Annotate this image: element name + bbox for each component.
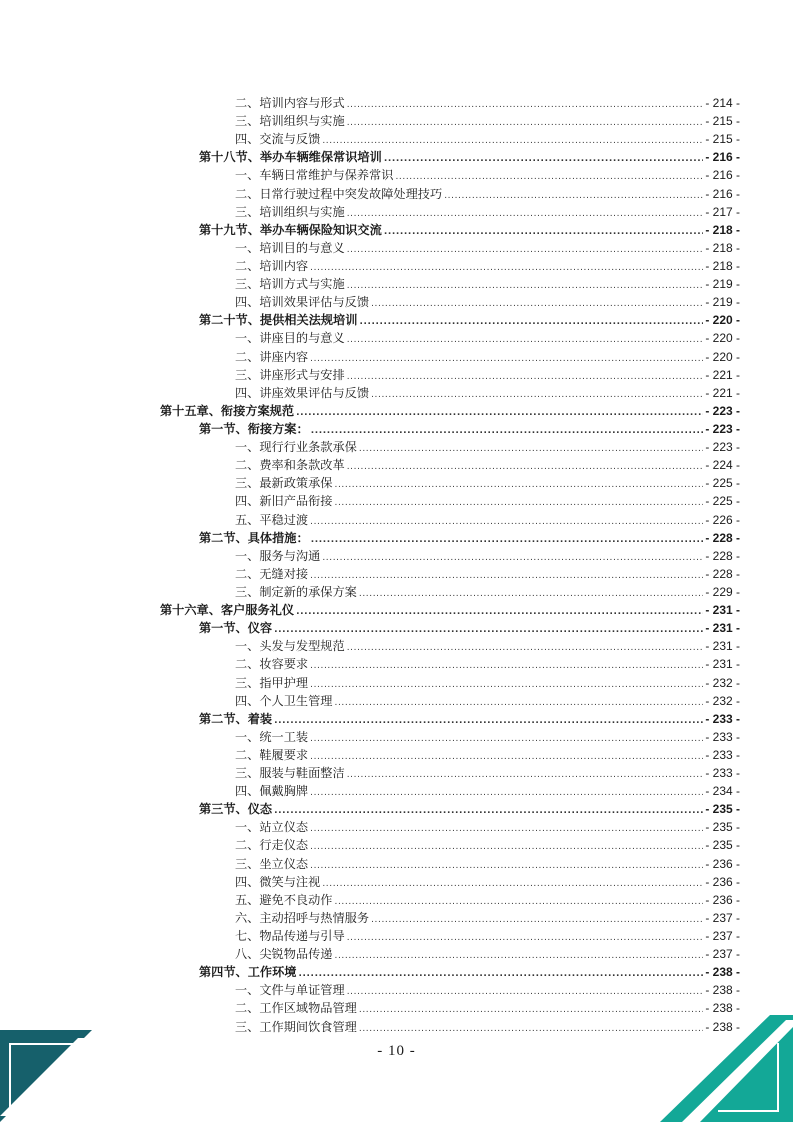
toc-entry-page: - 237 - xyxy=(705,910,740,925)
toc-entry-title: 二、鞋履要求 xyxy=(235,747,309,762)
toc-entry-title: 第三节、仪态 xyxy=(199,802,273,817)
toc-entry-page: - 237 - xyxy=(705,947,740,962)
toc-entry[interactable] xyxy=(160,945,740,963)
toc-dot-leader xyxy=(335,694,704,712)
toc-entry[interactable] xyxy=(160,275,740,293)
toc-dot-leader xyxy=(299,965,704,983)
toc-dot-leader xyxy=(335,893,704,911)
toc-entry-title: 二、行走仪态 xyxy=(235,838,309,853)
toc-entry-page: - 232 - xyxy=(705,675,740,690)
toc-entry-title: 二、讲座内容 xyxy=(235,349,309,364)
toc-dot-leader xyxy=(347,205,704,223)
toc-entry-title: 三、培训方式与实施 xyxy=(235,277,345,292)
toc-entry-title: 第二十节、提供相关法规培训 xyxy=(199,313,358,328)
toc-dot-leader xyxy=(359,1001,703,1019)
toc-dot-leader xyxy=(347,368,704,386)
toc-entry-page: - 234 - xyxy=(705,784,740,799)
toc-dot-leader xyxy=(310,513,703,531)
toc-entry[interactable] xyxy=(160,855,740,873)
table-of-contents xyxy=(160,94,740,1036)
toc-entry-page: - 238 - xyxy=(705,1001,740,1016)
toc-entry-title: 一、培训目的与意义 xyxy=(235,240,345,255)
toc-entry-page: - 229 - xyxy=(705,584,740,599)
toc-entry[interactable] xyxy=(160,148,740,166)
toc-entry-title: 第十六章、客户服务礼仪 xyxy=(160,603,295,618)
toc-entry[interactable] xyxy=(160,329,740,347)
toc-entry-title: 三、最新政策承保 xyxy=(235,476,333,491)
toc-entry-title: 三、坐立仪态 xyxy=(235,856,309,871)
toc-entry-title: 第二节、着装 xyxy=(199,711,273,726)
toc-entry-title: 六、主动招呼与热情服务 xyxy=(235,910,370,925)
toc-entry-page: - 224 - xyxy=(705,458,740,473)
toc-entry[interactable] xyxy=(160,438,740,456)
toc-entry-page: - 215 - xyxy=(705,114,740,129)
toc-entry-title: 三、制定新的承保方案 xyxy=(235,584,357,599)
toc-entry[interactable] xyxy=(160,239,740,257)
toc-entry-title: 三、工作期间饮食管理 xyxy=(235,1019,357,1034)
toc-entry-page: - 217 - xyxy=(705,204,740,219)
toc-entry[interactable] xyxy=(160,529,740,547)
toc-dot-leader xyxy=(347,331,704,349)
toc-entry-title: 二、培训内容 xyxy=(235,258,309,273)
toc-entry-page: - 223 - xyxy=(705,421,740,436)
toc-entry-title: 第一节、衔接方案： xyxy=(199,421,309,436)
toc-dot-leader xyxy=(296,404,703,422)
toc-entry[interactable] xyxy=(160,891,740,909)
toc-entry-title: 第二节、具体措施： xyxy=(199,530,309,545)
toc-entry-page: - 221 - xyxy=(705,385,740,400)
toc-entry-title: 四、佩戴胸牌 xyxy=(235,784,309,799)
toc-dot-leader xyxy=(322,549,703,567)
toc-entry[interactable] xyxy=(160,927,740,945)
toc-dot-leader xyxy=(310,567,703,585)
toc-entry-page: - 236 - xyxy=(705,856,740,871)
toc-entry-page: - 233 - xyxy=(705,711,740,726)
toc-entry-page: - 220 - xyxy=(705,331,740,346)
toc-dot-leader xyxy=(371,295,703,313)
toc-entry[interactable] xyxy=(160,999,740,1017)
toc-dot-leader xyxy=(310,748,703,766)
toc-dot-leader xyxy=(310,259,703,277)
toc-entry-page: - 238 - xyxy=(705,1019,740,1034)
toc-entry[interactable] xyxy=(160,981,740,999)
toc-dot-leader xyxy=(322,875,703,893)
toc-entry-title: 三、培训组织与实施 xyxy=(235,204,345,219)
toc-entry-title: 四、交流与反馈 xyxy=(235,132,321,147)
toc-entry[interactable] xyxy=(160,257,740,275)
toc-entry[interactable] xyxy=(160,547,740,565)
toc-entry[interactable] xyxy=(160,836,740,854)
toc-entry-title: 一、站立仪态 xyxy=(235,820,309,835)
toc-entry-page: - 235 - xyxy=(705,820,740,835)
toc-entry-title: 一、车辆日常维护与保养常识 xyxy=(235,168,394,183)
toc-entry-page: - 236 - xyxy=(705,874,740,889)
toc-entry-page: - 233 - xyxy=(705,729,740,744)
toc-entry[interactable] xyxy=(160,402,740,420)
toc-dot-leader xyxy=(311,422,704,440)
toc-dot-leader xyxy=(310,676,703,694)
toc-entry-title: 四、培训效果评估与反馈 xyxy=(235,295,370,310)
toc-entry-page: - 231 - xyxy=(705,621,740,636)
toc-entry[interactable] xyxy=(160,112,740,130)
toc-entry-page: - 216 - xyxy=(705,168,740,183)
toc-entry-title: 五、避免不良动作 xyxy=(235,892,333,907)
toc-entry[interactable] xyxy=(160,800,740,818)
toc-entry-title: 一、头发与发型规范 xyxy=(235,639,345,654)
toc-entry[interactable] xyxy=(160,674,740,692)
toc-entry[interactable] xyxy=(160,94,740,112)
toc-dot-leader xyxy=(347,458,704,476)
toc-entry[interactable] xyxy=(160,420,740,438)
toc-entry-title: 二、无缝对接 xyxy=(235,566,309,581)
toc-dot-leader xyxy=(347,983,704,1001)
toc-entry-page: - 216 - xyxy=(705,150,740,165)
toc-entry-page: - 223 - xyxy=(705,403,740,418)
corner-decoration-left xyxy=(0,1030,100,1122)
toc-entry-page: - 237 - xyxy=(705,929,740,944)
toc-entry-title: 八、尖锐物品传递 xyxy=(235,947,333,962)
toc-entry[interactable] xyxy=(160,185,740,203)
toc-entry[interactable] xyxy=(160,692,740,710)
toc-entry[interactable] xyxy=(160,619,740,637)
toc-entry-page: - 225 - xyxy=(705,494,740,509)
toc-entry[interactable] xyxy=(160,492,740,510)
toc-entry-title: 一、文件与单证管理 xyxy=(235,983,345,998)
toc-entry[interactable] xyxy=(160,203,740,221)
toc-entry-title: 一、讲座目的与意义 xyxy=(235,331,345,346)
toc-entry-page: - 235 - xyxy=(705,838,740,853)
toc-entry-page: - 225 - xyxy=(705,476,740,491)
toc-dot-leader xyxy=(347,929,704,947)
toc-dot-leader xyxy=(274,712,703,730)
toc-dot-leader xyxy=(444,187,703,205)
toc-entry[interactable] xyxy=(160,909,740,927)
toc-entry[interactable] xyxy=(160,366,740,384)
toc-dot-leader xyxy=(310,657,703,675)
toc-entry-title: 二、培训内容与形式 xyxy=(235,96,345,110)
toc-entry-page: - 228 - xyxy=(705,530,740,545)
toc-entry-title: 三、指甲护理 xyxy=(235,675,309,690)
toc-entry-page: - 218 - xyxy=(705,240,740,255)
toc-entry[interactable] xyxy=(160,293,740,311)
toc-entry-page: - 214 - xyxy=(705,96,740,110)
toc-dot-leader xyxy=(311,531,704,549)
toc-entry[interactable] xyxy=(160,637,740,655)
toc-entry[interactable] xyxy=(160,166,740,184)
toc-entry-page: - 215 - xyxy=(705,132,740,147)
toc-entry-page: - 218 - xyxy=(705,222,740,237)
toc-entry[interactable] xyxy=(160,764,740,782)
toc-entry[interactable] xyxy=(160,384,740,402)
toc-entry-title: 二、日常行驶过程中突发故障处理技巧 xyxy=(235,186,443,201)
toc-entry-page: - 228 - xyxy=(705,566,740,581)
toc-entry-title: 第十八节、举办车辆维保常识培训 xyxy=(199,150,382,165)
toc-dot-leader xyxy=(310,820,703,838)
toc-entry[interactable] xyxy=(160,601,740,619)
toc-entry-title: 四、微笑与注视 xyxy=(235,874,321,889)
toc-entry-title: 一、统一工装 xyxy=(235,729,309,744)
toc-entry-page: - 216 - xyxy=(705,186,740,201)
toc-dot-leader xyxy=(347,766,704,784)
toc-dot-leader xyxy=(371,386,703,404)
toc-dot-leader xyxy=(359,1020,703,1038)
toc-dot-leader xyxy=(274,802,703,820)
toc-dot-leader xyxy=(310,350,703,368)
toc-entry[interactable] xyxy=(160,311,740,329)
toc-entry[interactable] xyxy=(160,873,740,891)
toc-entry[interactable] xyxy=(160,348,740,366)
page-number: - 10 - xyxy=(377,1043,416,1059)
toc-entry-title: 三、讲座形式与安排 xyxy=(235,367,345,382)
toc-entry-title: 第十九节、举办车辆保险知识交流 xyxy=(199,222,382,237)
toc-dot-leader xyxy=(384,150,704,168)
toc-dot-leader xyxy=(371,911,703,929)
toc-entry-page: - 235 - xyxy=(705,802,740,817)
toc-entry-page: - 236 - xyxy=(705,892,740,907)
toc-entry-title: 第一节、仪容 xyxy=(199,621,273,636)
toc-dot-leader xyxy=(359,313,703,331)
toc-entry[interactable] xyxy=(160,782,740,800)
toc-entry[interactable] xyxy=(160,710,740,728)
toc-dot-leader xyxy=(310,838,703,856)
toc-dot-leader xyxy=(335,476,704,494)
toc-dot-leader xyxy=(310,857,703,875)
toc-entry[interactable] xyxy=(160,655,740,673)
toc-entry[interactable] xyxy=(160,746,740,764)
toc-entry-title: 二、工作区域物品管理 xyxy=(235,1001,357,1016)
toc-entry[interactable] xyxy=(160,1018,740,1036)
toc-entry-title: 四、新旧产品衔接 xyxy=(235,494,333,509)
toc-entry-title: 四、个人卫生管理 xyxy=(235,693,333,708)
toc-entry-title: 第四节、工作环境 xyxy=(199,965,297,980)
toc-entry-page: - 223 - xyxy=(705,440,740,455)
toc-entry[interactable] xyxy=(160,818,740,836)
toc-entry-title: 三、服装与鞋面整洁 xyxy=(235,766,345,781)
toc-entry-page: - 221 - xyxy=(705,367,740,382)
corner-decoration-right xyxy=(660,1015,793,1122)
toc-entry[interactable] xyxy=(160,456,740,474)
toc-entry[interactable] xyxy=(160,728,740,746)
toc-entry-page: - 233 - xyxy=(705,747,740,762)
toc-entry-page: - 218 - xyxy=(705,258,740,273)
toc-entry-page: - 219 - xyxy=(705,277,740,292)
toc-entry[interactable] xyxy=(160,565,740,583)
toc-entry-title: 二、费率和条款改革 xyxy=(235,458,345,473)
toc-entry-page: - 226 - xyxy=(705,512,740,527)
toc-dot-leader xyxy=(335,947,704,965)
toc-entry[interactable] xyxy=(160,511,740,529)
toc-dot-leader xyxy=(347,96,704,114)
toc-entry-title: 七、物品传递与引导 xyxy=(235,929,345,944)
toc-entry[interactable] xyxy=(160,583,740,601)
toc-entry[interactable] xyxy=(160,221,740,239)
toc-entry-page: - 238 - xyxy=(705,983,740,998)
toc-dot-leader xyxy=(359,440,703,458)
toc-dot-leader xyxy=(359,585,703,603)
toc-dot-leader xyxy=(310,730,703,748)
toc-entry-title: 一、服务与沟通 xyxy=(235,548,321,563)
toc-entry-title: 三、培训组织与实施 xyxy=(235,114,345,129)
toc-dot-leader xyxy=(347,639,704,657)
toc-entry-title: 二、妆容要求 xyxy=(235,657,309,672)
toc-entry-page: - 231 - xyxy=(705,657,740,672)
toc-entry-page: - 233 - xyxy=(705,766,740,781)
toc-dot-leader xyxy=(296,603,703,621)
toc-entry-title: 五、平稳过渡 xyxy=(235,512,309,527)
toc-dot-leader xyxy=(347,241,704,259)
toc-entry-title: 第十五章、衔接方案规范 xyxy=(160,403,295,418)
toc-entry[interactable] xyxy=(160,963,740,981)
toc-entry-page: - 232 - xyxy=(705,693,740,708)
toc-entry-page: - 220 - xyxy=(705,349,740,364)
toc-entry-page: - 228 - xyxy=(705,548,740,563)
toc-entry-title: 一、现行行业条款承保 xyxy=(235,440,357,455)
toc-dot-leader xyxy=(384,223,704,241)
toc-entry-page: - 238 - xyxy=(705,965,740,980)
toc-entry[interactable] xyxy=(160,130,740,148)
toc-entry-page: - 231 - xyxy=(705,603,740,618)
toc-dot-leader xyxy=(347,277,704,295)
toc-entry[interactable] xyxy=(160,474,740,492)
toc-dot-leader xyxy=(310,784,703,802)
toc-dot-leader xyxy=(335,494,704,512)
toc-entry-page: - 231 - xyxy=(705,639,740,654)
toc-entry-page: - 219 - xyxy=(705,295,740,310)
toc-dot-leader xyxy=(347,114,704,132)
toc-entry-page: - 220 - xyxy=(705,313,740,328)
toc-entry-title: 四、讲座效果评估与反馈 xyxy=(235,385,370,400)
